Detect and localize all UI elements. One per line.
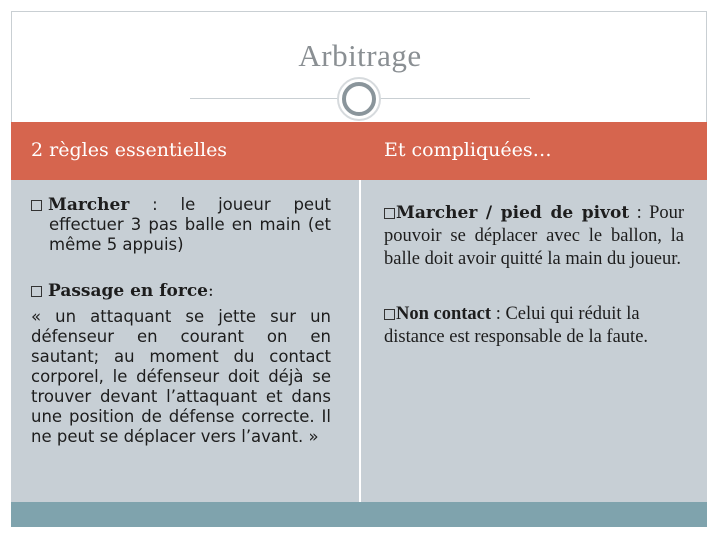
left-item1-text: : le joueur peut effectuer 3 pas balle en main (et même 5 appuis): [49, 195, 331, 254]
checkbox-bullet-icon: [31, 286, 42, 297]
left-column-header: 2 règles essentielles: [31, 139, 228, 161]
checkbox-bullet-icon: [384, 309, 395, 320]
checkbox-bullet-icon: [384, 208, 395, 219]
table-footer: [11, 502, 707, 527]
left-item2-term: Passage en force: [48, 281, 208, 301]
slide-title: Arbitrage: [298, 38, 422, 73]
checkbox-bullet-icon: [31, 200, 42, 211]
right-item1-term: Marcher / pied de pivot: [396, 203, 630, 223]
left-item-passage: [31, 281, 331, 447]
table-header: [11, 122, 707, 180]
column-separator: [359, 180, 361, 502]
left-item-marcher: [31, 195, 331, 255]
right-item-non-contact: [384, 303, 684, 349]
right-item-marcher: [384, 202, 684, 271]
right-column-header: Et compliquées…: [384, 139, 552, 161]
right-item1-text: Pour pouvoir se déplacer avec le ballon, la balle doit avoir quitté la main du joueur.: [384, 203, 685, 269]
right-column: [384, 202, 684, 349]
right-item2-term: Non contact: [396, 304, 492, 324]
right-item2-text: : Celui qui réduit la distance est responsable de la faute.: [384, 304, 649, 347]
ring-ornament-icon: [337, 77, 381, 121]
left-column: [31, 195, 331, 447]
left-item2-text: « un attaquant se jette sur un défenseur en courant on en sautant; au moment du contact corporel, le défenseur doit déjà se trouver devant l’attaquant et dans une position de défense correcte. Il ne peut se déplacer vers l’avant. »: [31, 307, 331, 446]
left-item2-colon: :: [208, 281, 214, 301]
left-item1-term: Marcher: [48, 195, 130, 215]
right-item1-colon: :: [629, 203, 642, 223]
